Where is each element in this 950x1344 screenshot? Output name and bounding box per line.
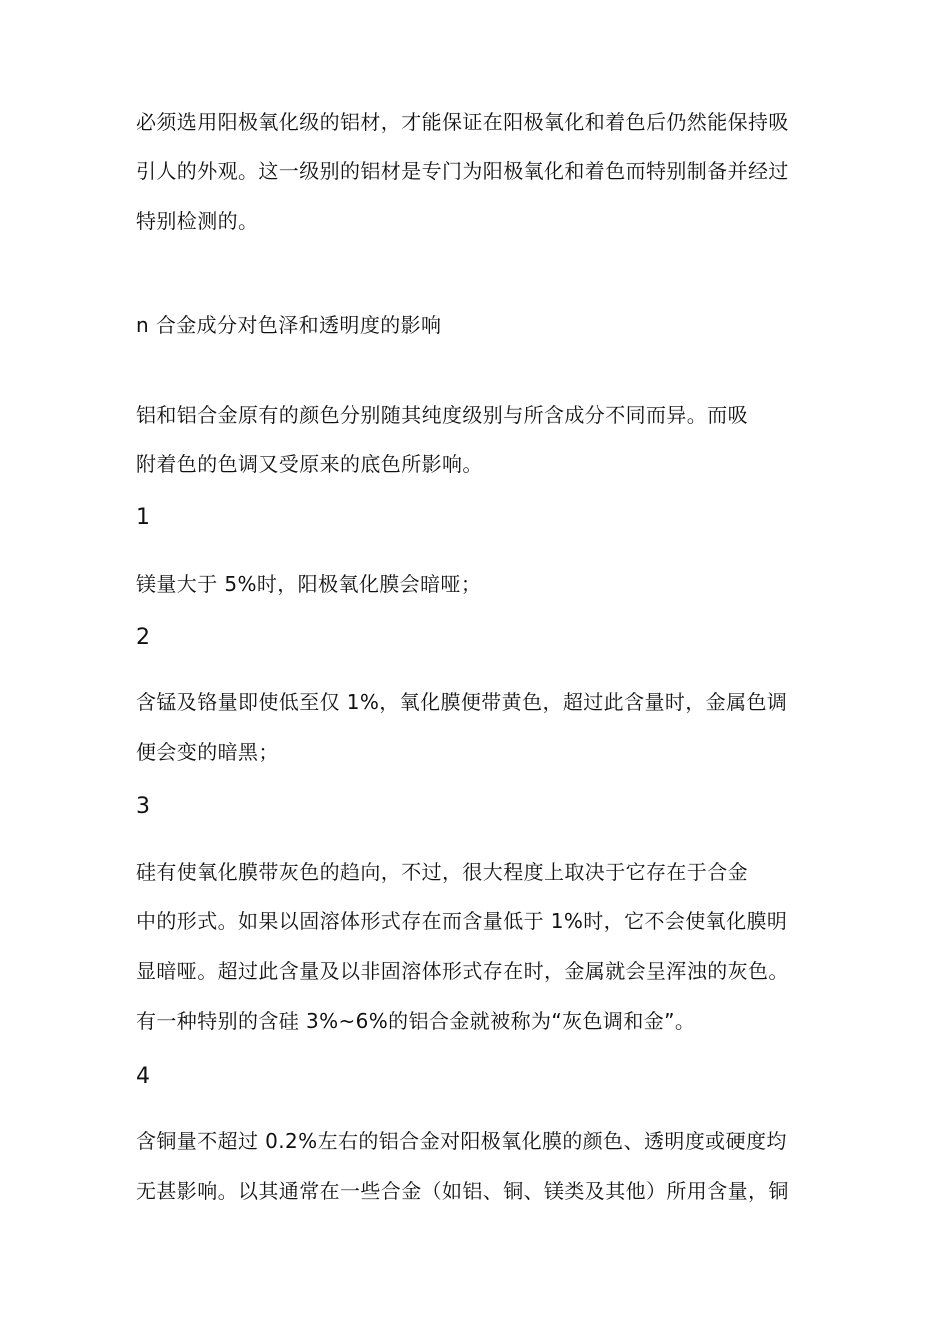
item-3-line-2: 中的形式。如果以固溶体形式存在而含量低于 1%时，它不会使氧化膜明 xyxy=(136,909,788,933)
paragraph-2-line-2: 附着色的色调又受原来的底色所影响。 xyxy=(136,452,483,476)
paragraph-2-line-1: 铝和铝合金原有的颜色分别随其纯度级别与所含成分不同而异。而吸 xyxy=(136,403,748,427)
item-3-line-1: 硅有使氧化膜带灰色的趋向，不过，很大程度上取决于它存在于合金 xyxy=(136,860,748,884)
item-4-number: 4 xyxy=(136,1064,151,1089)
item-2-line-2: 便会变的暗黑； xyxy=(136,740,279,764)
item-1-line-1: 镁量大于 5%时，阳极氧化膜会暗哑； xyxy=(136,572,482,596)
paragraph-1-line-3: 特别检测的。 xyxy=(136,209,259,233)
item-4-line-2: 无甚影响。以其通常在一些合金（如铝、铜、镁类及其他）所用含量，铜 xyxy=(136,1179,789,1203)
item-3-line-3: 显暗哑。超过此含量及以非固溶体形式存在时，金属就会呈浑浊的灰色。 xyxy=(136,959,789,983)
section-heading: n 合金成分对色泽和透明度的影响 xyxy=(136,313,442,337)
paragraph-1-line-1: 必须选用阳极氧化级的铝材，才能保证在阳极氧化和着色后仍然能保持吸 xyxy=(136,110,789,134)
item-1-number: 1 xyxy=(136,505,151,530)
item-4-line-1: 含铜量不超过 0.2%左右的铝合金对阳极氧化膜的颜色、透明度或硬度均 xyxy=(136,1129,787,1153)
paragraph-1-line-2: 引人的外观。这一级别的铝材是专门为阳极氧化和着色而特别制备并经过 xyxy=(136,159,789,183)
item-2-line-1: 含锰及铬量即使低至仅 1%，氧化膜便带黄色，超过此含量时，金属色调 xyxy=(136,690,788,714)
item-3-line-4: 有一种特别的含硅 3%~6%的铝合金就被称为“灰色调和金”。 xyxy=(136,1009,696,1033)
item-2-number: 2 xyxy=(136,625,151,650)
item-3-number: 3 xyxy=(136,794,151,819)
